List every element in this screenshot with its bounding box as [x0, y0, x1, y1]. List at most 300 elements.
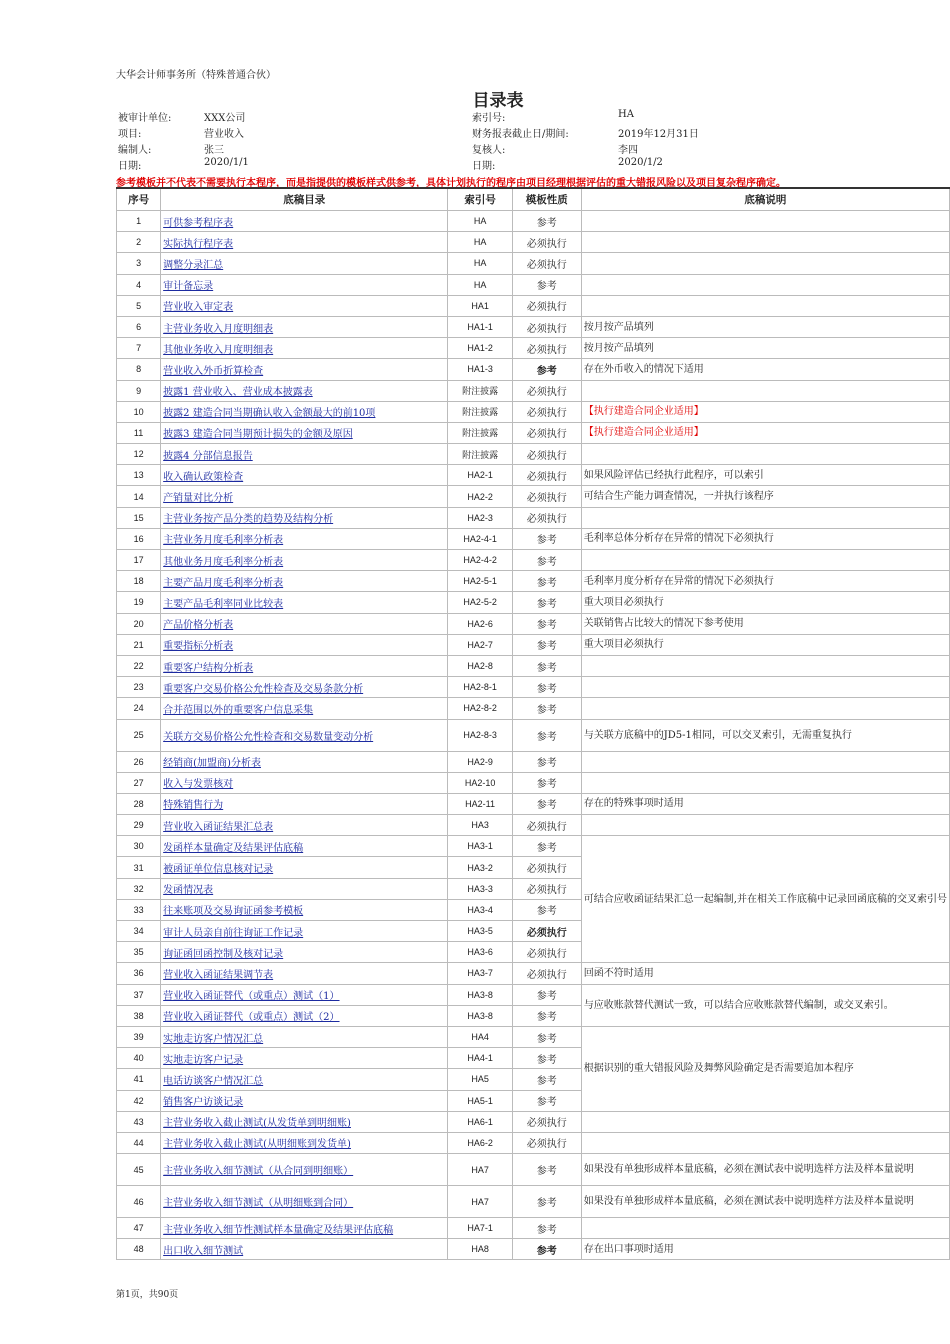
table-row [117, 359, 950, 380]
row-number: 13 [117, 465, 161, 486]
row-index: HA7 [448, 1186, 512, 1218]
row-number: 30 [117, 836, 161, 857]
row-type: 参考 [512, 1005, 581, 1026]
table-row [117, 1154, 950, 1186]
index-label: 索引号: [472, 113, 506, 124]
worksheet-link[interactable]: 实际执行程序表 [163, 238, 234, 250]
worksheet-link[interactable]: 实地走访客户情况汇总 [163, 1033, 264, 1045]
row-index: HA3-1 [448, 836, 512, 857]
item-value: 营业收入 [204, 129, 244, 140]
date2-label: 日期: [472, 161, 496, 172]
worksheet-link[interactable]: 主要产品毛利率同业比较表 [163, 598, 284, 610]
worksheet-link[interactable]: 主营业务收入细节性测试样本量确定及结果评估底稿 [163, 1224, 394, 1236]
auditee-label: 被审计单位: [118, 113, 172, 124]
row-type: 参考 [512, 751, 581, 772]
row-description [581, 698, 949, 719]
row-number: 37 [117, 984, 161, 1005]
row-number: 26 [117, 751, 161, 772]
row-type: 参考 [512, 613, 581, 634]
row-name-cell [161, 211, 448, 232]
table-row [117, 719, 950, 751]
worksheet-link[interactable]: 发函样本量确定及结果评估底稿 [163, 842, 304, 854]
row-number: 18 [117, 571, 161, 592]
worksheet-link[interactable]: 营业收入外币折算检查 [163, 365, 264, 377]
table-row [117, 380, 950, 401]
col-name: 底稿目录 [161, 188, 448, 211]
row-name-cell [161, 772, 448, 793]
table-row [117, 274, 950, 295]
row-index: HA3-2 [448, 857, 512, 878]
row-number: 43 [117, 1111, 161, 1132]
row-number: 46 [117, 1186, 161, 1218]
table-row [117, 422, 950, 443]
worksheet-link[interactable]: 营业收入函证结果汇总表 [163, 821, 274, 833]
table-row [117, 984, 950, 1005]
row-name-cell [161, 465, 448, 486]
row-index: HA1-1 [448, 316, 512, 337]
period-value: 2019年12月31日 [618, 129, 699, 140]
table-row [117, 507, 950, 528]
row-name-cell [161, 444, 448, 465]
row-number: 41 [117, 1069, 161, 1090]
row-number: 8 [117, 359, 161, 380]
row-type: 参考 [512, 793, 581, 814]
row-index: HA5 [448, 1069, 512, 1090]
row-number: 14 [117, 486, 161, 507]
row-number: 19 [117, 592, 161, 613]
row-name-cell [161, 486, 448, 507]
row-number: 4 [117, 274, 161, 295]
row-description: 存在出口事项时适用 [581, 1239, 949, 1260]
row-name-cell [161, 613, 448, 634]
row-type: 必须执行 [512, 1111, 581, 1132]
row-number: 3 [117, 253, 161, 274]
row-type: 参考 [512, 550, 581, 571]
row-number: 42 [117, 1090, 161, 1111]
row-type: 参考 [512, 1048, 581, 1069]
table-row [117, 1218, 950, 1239]
table-row [117, 751, 950, 772]
row-name-cell [161, 550, 448, 571]
worksheet-link[interactable]: 披露2 建造合同当期确认收入金额最大的前10项 [163, 408, 376, 420]
table-row [117, 1239, 950, 1260]
row-index: HA3-6 [448, 942, 512, 963]
auditee-value: XXX公司 [204, 113, 246, 124]
table-row [117, 528, 950, 549]
date1-value: 2020/1/1 [204, 157, 249, 168]
row-type: 参考 [512, 211, 581, 232]
worksheet-link[interactable]: 主要产品月度毛利率分析表 [163, 577, 284, 589]
row-index: HA3-4 [448, 899, 512, 920]
table-row [117, 338, 950, 359]
table-row [117, 232, 950, 253]
row-type: 参考 [512, 1154, 581, 1186]
row-name-cell [161, 528, 448, 549]
worksheet-link[interactable]: 主营业务收入月度明细表 [163, 323, 274, 335]
reviewer-label: 复核人: [472, 145, 506, 156]
worksheet-link[interactable]: 可供参考程序表 [163, 217, 234, 229]
row-name-cell [161, 815, 448, 836]
row-index: HA6-1 [448, 1111, 512, 1132]
row-description [581, 751, 949, 772]
row-type: 参考 [512, 592, 581, 613]
worksheet-link[interactable]: 销售客户访谈记录 [163, 1097, 244, 1109]
row-index: HA1-2 [448, 338, 512, 359]
worksheet-link[interactable]: 营业收入审定表 [163, 302, 234, 314]
preparer-value: 张三 [204, 145, 224, 156]
table-row [117, 550, 950, 571]
row-type: 必须执行 [512, 963, 581, 984]
row-description: 毛利率总体分析存在异常的情况下必须执行 [581, 528, 949, 549]
table-row [117, 772, 950, 793]
row-name-cell [161, 1239, 448, 1260]
row-type: 必须执行 [512, 295, 581, 316]
table-row [117, 1132, 950, 1153]
row-name-cell [161, 380, 448, 401]
row-description: 可结合应收函证结果汇总一起编制,并在相关工作底稿中记录回函底稿的交叉索引号 [581, 836, 949, 963]
row-number: 12 [117, 444, 161, 465]
table-row [117, 295, 950, 316]
row-name-cell [161, 1069, 448, 1090]
row-name-cell [161, 751, 448, 772]
worksheet-link[interactable]: 营业收入函证替代（或重点）测试（1） [163, 991, 340, 1003]
template-note: 参考模板并不代表不需要执行本程序，而是指提供的模板样式供参考，具体计划执行的程序由项目经理根据评估的重大错报风险以及项目复杂程序确定。 [116, 178, 786, 189]
row-name-cell [161, 1111, 448, 1132]
row-number: 20 [117, 613, 161, 634]
worksheet-link[interactable]: 主营业务月度毛利率分析表 [163, 535, 284, 547]
row-number: 16 [117, 528, 161, 549]
row-index: HA2-8-2 [448, 698, 512, 719]
worksheet-link[interactable]: 产销量对比分析 [163, 493, 234, 505]
row-index: HA3-8 [448, 984, 512, 1005]
row-description [581, 232, 949, 253]
row-description [581, 295, 949, 316]
row-description: 如果没有单独形成样本量底稿，必须在测试表中说明选样方法及样本量说明 [581, 1154, 949, 1186]
row-index: HA3-3 [448, 878, 512, 899]
row-number: 33 [117, 899, 161, 920]
row-number: 22 [117, 655, 161, 676]
row-name-cell [161, 1186, 448, 1218]
row-index: HA [448, 211, 512, 232]
worksheet-link[interactable]: 实地走访客户记录 [163, 1054, 244, 1066]
row-name-cell [161, 793, 448, 814]
worksheet-link[interactable]: 披露3 建造合同当期预计损失的金额及原因 [163, 429, 353, 441]
worksheet-link[interactable]: 重要客户结构分析表 [163, 662, 254, 674]
row-name-cell [161, 1026, 448, 1047]
row-name-cell [161, 232, 448, 253]
item-label: 项目: [118, 129, 142, 140]
row-name-cell [161, 1090, 448, 1111]
worksheet-link[interactable]: 营业收入函证结果调节表 [163, 969, 274, 981]
row-type: 参考 [512, 677, 581, 698]
row-description: 毛利率月度分析存在异常的情况下必须执行 [581, 571, 949, 592]
row-number: 11 [117, 422, 161, 443]
row-description: 【执行建造合同企业适用】 [581, 422, 949, 443]
row-type: 参考 [512, 1026, 581, 1047]
row-number: 25 [117, 719, 161, 751]
row-type: 必须执行 [512, 921, 581, 942]
row-name-cell [161, 338, 448, 359]
row-description: 可结合生产能力调查情况，一并执行该程序 [581, 486, 949, 507]
row-description: 【执行建造合同企业适用】 [581, 401, 949, 422]
table-row [117, 465, 950, 486]
table-row [117, 211, 950, 232]
row-name-cell [161, 719, 448, 751]
row-name-cell [161, 984, 448, 1005]
worksheet-link[interactable]: 调整分录汇总 [163, 259, 224, 271]
row-name-cell [161, 253, 448, 274]
row-type: 参考 [512, 655, 581, 676]
worksheet-link[interactable]: 产品价格分析表 [163, 620, 234, 632]
row-index: HA [448, 232, 512, 253]
row-name-cell [161, 963, 448, 984]
row-type: 必须执行 [512, 422, 581, 443]
row-description: 按月按产品填列 [581, 316, 949, 337]
row-description: 重大项目必须执行 [581, 634, 949, 655]
row-index: HA2-7 [448, 634, 512, 655]
worksheet-link[interactable]: 往来账项及交易询证函参考模板 [163, 906, 304, 918]
worksheet-link[interactable]: 审计备忘录 [163, 281, 214, 293]
row-number: 32 [117, 878, 161, 899]
row-type: 必须执行 [512, 444, 581, 465]
worksheet-link[interactable]: 重要指标分析表 [163, 641, 234, 653]
worksheet-link[interactable]: 被函证单位信息核对记录 [163, 864, 274, 876]
row-type: 必须执行 [512, 857, 581, 878]
worksheet-link[interactable]: 主营业务收入截止测试(从发货单到明细账) [163, 1118, 351, 1130]
row-type: 参考 [512, 1239, 581, 1260]
row-name-cell [161, 571, 448, 592]
row-name-cell [161, 507, 448, 528]
row-type: 必须执行 [512, 486, 581, 507]
row-name-cell [161, 698, 448, 719]
row-index: HA2-5-1 [448, 571, 512, 592]
preparer-label: 编制人: [118, 145, 152, 156]
row-type: 必须执行 [512, 338, 581, 359]
table-row [117, 486, 950, 507]
row-type: 必须执行 [512, 878, 581, 899]
worksheet-link[interactable]: 披露1 营业收入、营业成本披露表 [163, 387, 313, 399]
row-index: HA2-5-2 [448, 592, 512, 613]
row-index: HA3-5 [448, 921, 512, 942]
row-description: 关联销售占比较大的情况下参考使用 [581, 613, 949, 634]
row-index: HA2-6 [448, 613, 512, 634]
row-description: 按月按产品填列 [581, 338, 949, 359]
row-description [581, 1132, 949, 1153]
row-index: HA2-8-1 [448, 677, 512, 698]
row-index: 附注披露 [448, 444, 512, 465]
row-number: 9 [117, 380, 161, 401]
row-name-cell [161, 359, 448, 380]
row-number: 36 [117, 963, 161, 984]
worksheet-link[interactable]: 主营业务收入细节测试（从合同到明细账） [163, 1166, 354, 1178]
row-description [581, 677, 949, 698]
table-row [117, 401, 950, 422]
row-number: 48 [117, 1239, 161, 1260]
table-row [117, 316, 950, 337]
row-type: 必须执行 [512, 253, 581, 274]
table-row [117, 1026, 950, 1047]
row-type: 参考 [512, 772, 581, 793]
row-type: 必须执行 [512, 942, 581, 963]
row-number: 2 [117, 232, 161, 253]
row-number: 24 [117, 698, 161, 719]
row-name-cell [161, 1005, 448, 1026]
row-type: 参考 [512, 1218, 581, 1239]
row-index: 附注披露 [448, 401, 512, 422]
date2-value: 2020/1/2 [618, 157, 663, 168]
row-description [581, 274, 949, 295]
col-index: 索引号 [448, 188, 512, 211]
worksheet-link[interactable]: 其他业务收入月度明细表 [163, 344, 274, 356]
table-header [117, 188, 950, 211]
worksheet-link[interactable]: 主营业务收入截止测试(从明细账到发货单) [163, 1139, 351, 1151]
table-row [117, 836, 950, 857]
table-row [117, 963, 950, 984]
row-type: 必须执行 [512, 380, 581, 401]
row-description [581, 550, 949, 571]
row-name-cell [161, 1154, 448, 1186]
row-description: 存在的特殊事项时适用 [581, 793, 949, 814]
row-description: 与关联方底稿中的JD5-1相同，可以交叉索引，无需重复执行 [581, 719, 949, 751]
row-index: HA7-1 [448, 1218, 512, 1239]
row-number: 7 [117, 338, 161, 359]
row-name-cell [161, 1218, 448, 1239]
table-row [117, 613, 950, 634]
table-row [117, 655, 950, 676]
worksheet-link[interactable]: 其他业务月度毛利率分析表 [163, 556, 284, 568]
row-description: 如果没有单独形成样本量底稿，必须在测试表中说明选样方法及样本量说明 [581, 1186, 949, 1218]
row-description [581, 655, 949, 676]
worksheet-link[interactable]: 披露4 分部信息报告 [163, 450, 253, 462]
row-description: 根据识别的重大错报风险及舞弊风险确定是否需要追加本程序 [581, 1026, 949, 1111]
row-description [581, 380, 949, 401]
row-name-cell [161, 422, 448, 443]
worksheet-link[interactable]: 主营业务收入细节测试（从明细账到合同） [163, 1198, 354, 1210]
row-name-cell [161, 878, 448, 899]
worksheet-link[interactable]: 经销商(加盟商)分析表 [163, 758, 261, 770]
row-description: 存在外币收入的情况下适用 [581, 359, 949, 380]
worksheet-link[interactable]: 发函情况表 [163, 885, 214, 897]
table-row [117, 1111, 950, 1132]
row-type: 必须执行 [512, 1132, 581, 1153]
row-type: 参考 [512, 571, 581, 592]
row-number: 5 [117, 295, 161, 316]
row-type: 必须执行 [512, 232, 581, 253]
row-description [581, 507, 949, 528]
worksheet-link[interactable]: 合并范围以外的重要客户信息采集 [163, 704, 314, 716]
row-index: HA2-8 [448, 655, 512, 676]
row-index: HA2-4-2 [448, 550, 512, 571]
row-type: 参考 [512, 528, 581, 549]
table-row [117, 444, 950, 465]
row-type: 必须执行 [512, 316, 581, 337]
row-number: 44 [117, 1132, 161, 1153]
worksheet-link[interactable]: 营业收入函证替代（或重点）测试（2） [163, 1012, 340, 1024]
row-type: 参考 [512, 1069, 581, 1090]
table-row [117, 592, 950, 613]
row-number: 17 [117, 550, 161, 571]
firm-name: 大华会计师事务所（特殊普通合伙） [116, 70, 276, 81]
worksheet-link[interactable]: 主营业务按产品分类的趋势及结构分析 [163, 514, 334, 526]
table-row [117, 677, 950, 698]
row-number: 10 [117, 401, 161, 422]
row-index: HA3 [448, 815, 512, 836]
row-type: 必须执行 [512, 815, 581, 836]
row-name-cell [161, 942, 448, 963]
row-name-cell [161, 592, 448, 613]
row-name-cell [161, 316, 448, 337]
row-number: 23 [117, 677, 161, 698]
worksheet-link[interactable]: 收入确认政策检查 [163, 471, 244, 483]
table-row [117, 253, 950, 274]
reviewer-value: 李四 [618, 145, 638, 156]
row-description [581, 1111, 949, 1132]
row-index: HA1-3 [448, 359, 512, 380]
row-index: HA2-4-1 [448, 528, 512, 549]
row-name-cell [161, 1048, 448, 1069]
row-name-cell [161, 401, 448, 422]
row-index: HA2-2 [448, 486, 512, 507]
worksheet-link[interactable]: 出口收入细节测试 [163, 1245, 244, 1257]
toc-table [116, 187, 950, 1260]
row-description [581, 1218, 949, 1239]
row-description [581, 211, 949, 232]
row-name-cell [161, 274, 448, 295]
row-number: 39 [117, 1026, 161, 1047]
row-number: 15 [117, 507, 161, 528]
row-name-cell [161, 634, 448, 655]
row-number: 28 [117, 793, 161, 814]
table-row [117, 815, 950, 836]
row-name-cell [161, 836, 448, 857]
row-index: HA1 [448, 295, 512, 316]
row-type: 必须执行 [512, 401, 581, 422]
row-index: HA [448, 274, 512, 295]
worksheet-link[interactable]: 电话访谈客户情况汇总 [163, 1075, 264, 1087]
worksheet-link[interactable]: 特殊销售行为 [163, 800, 224, 812]
worksheet-link[interactable]: 关联方交易价格公允性检查和交易数量变动分析 [163, 731, 374, 743]
row-description [581, 444, 949, 465]
worksheet-link[interactable]: 询证函回函控制及核对记录 [163, 948, 284, 960]
row-description [581, 815, 949, 836]
row-number: 1 [117, 211, 161, 232]
row-name-cell [161, 1132, 448, 1153]
row-index: HA4 [448, 1026, 512, 1047]
row-index: HA2-1 [448, 465, 512, 486]
row-type: 参考 [512, 274, 581, 295]
row-number: 31 [117, 857, 161, 878]
table-row [117, 1186, 950, 1218]
col-type: 模板性质 [512, 188, 581, 211]
row-name-cell [161, 655, 448, 676]
worksheet-link[interactable]: 重要客户交易价格公允性检查及交易条款分析 [163, 683, 364, 695]
row-type: 参考 [512, 698, 581, 719]
col-desc: 底稿说明 [581, 188, 949, 211]
row-index: 附注披露 [448, 380, 512, 401]
row-index: 附注披露 [448, 422, 512, 443]
row-index: HA8 [448, 1239, 512, 1260]
worksheet-link[interactable]: 审计人员亲自前往询证工作记录 [163, 927, 304, 939]
row-index: HA [448, 253, 512, 274]
row-index: HA5-1 [448, 1090, 512, 1111]
row-number: 27 [117, 772, 161, 793]
row-name-cell [161, 857, 448, 878]
table-row [117, 571, 950, 592]
row-type: 参考 [512, 634, 581, 655]
date1-label: 日期: [118, 161, 142, 172]
row-type: 参考 [512, 836, 581, 857]
worksheet-link[interactable]: 收入与发票核对 [163, 779, 234, 791]
